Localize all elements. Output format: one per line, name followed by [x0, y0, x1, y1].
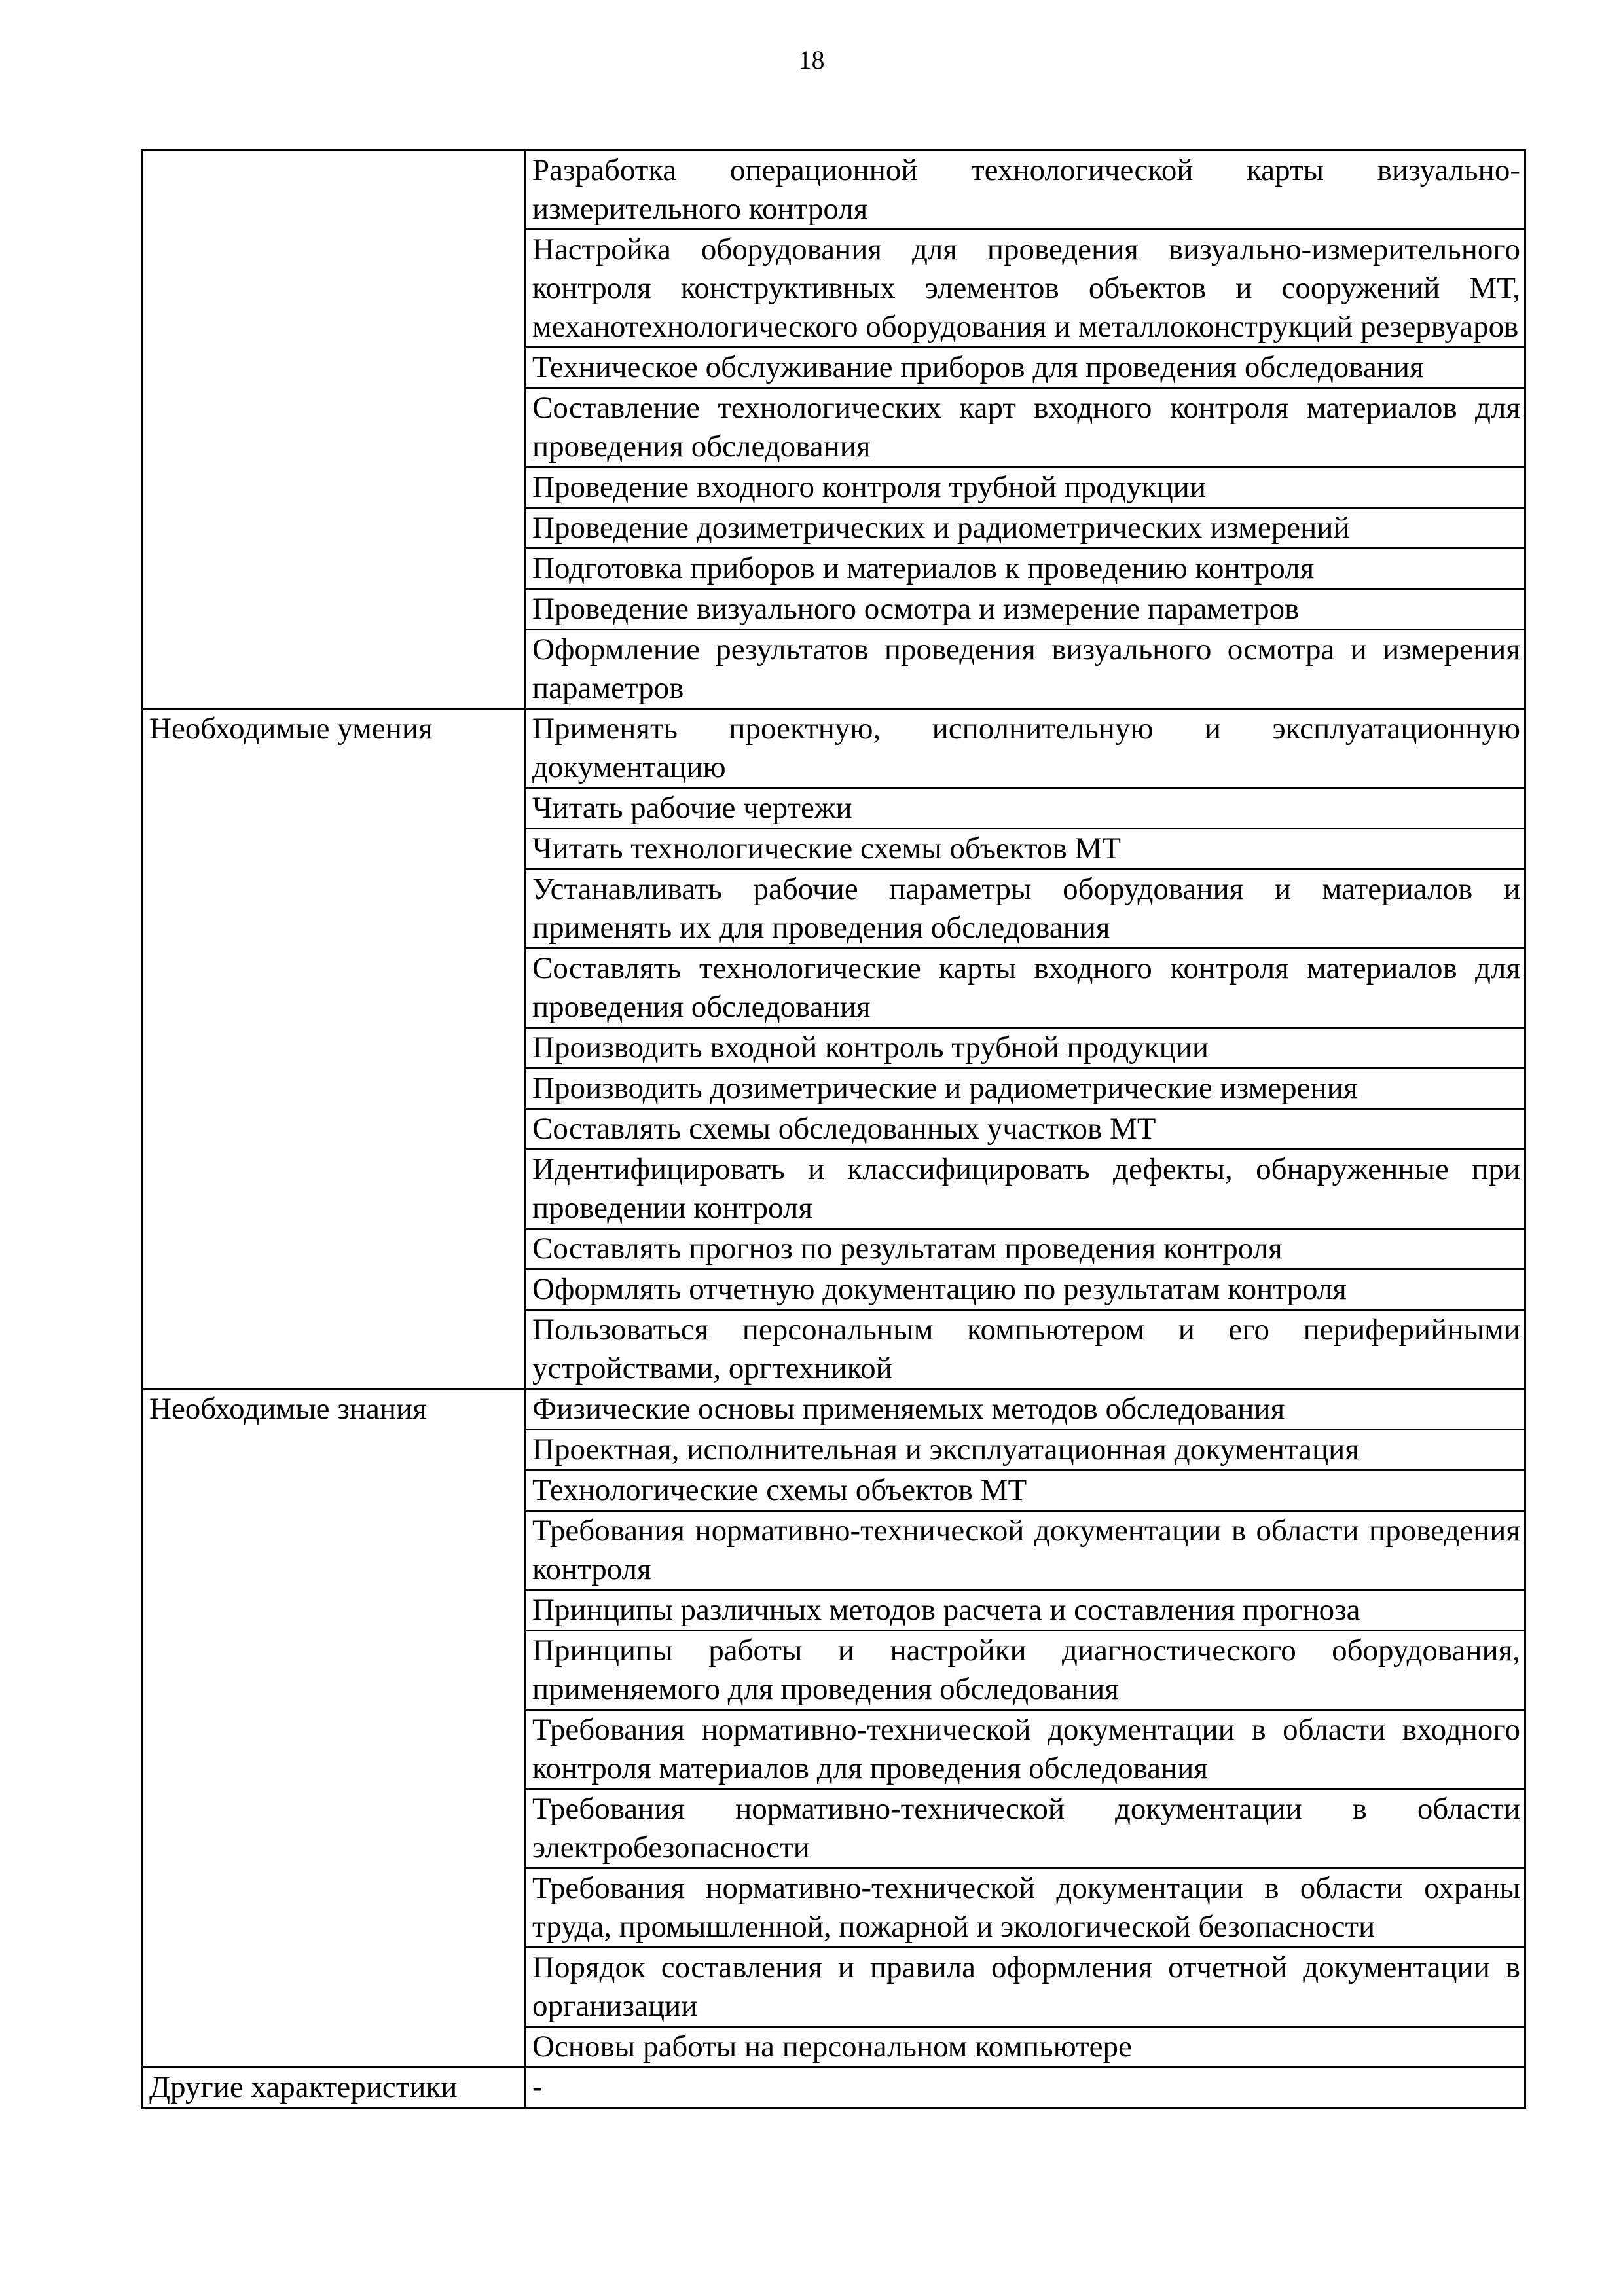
requirement-item: Пользоваться персональным компьютером и его периферийными устройствами, оргтехникой: [525, 1310, 1525, 1389]
requirement-item: Идентифицировать и классифицировать дефекты, обнаруженные при проведении контроля: [525, 1150, 1525, 1229]
requirement-item: Составлять технологические карты входного контроля материалов для проведения обследования: [525, 949, 1525, 1028]
requirement-item: Принципы различных методов расчета и составления прогноза: [525, 1590, 1525, 1631]
requirement-item: Производить входной контроль трубной продукции: [525, 1028, 1525, 1068]
requirement-item: Оформление результатов проведения визуального осмотра и измерения параметров: [525, 630, 1525, 709]
requirement-item: -: [525, 2068, 1525, 2108]
section-label-section-1: Необходимые умения: [142, 709, 525, 1389]
table-row: [142, 709, 1525, 788]
table-row: [142, 2068, 1525, 2108]
requirement-item: Составлять схемы обследованных участков МТ: [525, 1109, 1525, 1150]
requirement-item: Порядок составления и правила оформления отчетной документации в организации: [525, 1948, 1525, 2027]
requirement-item: Применять проектную, исполнительную и эксплуатационную документацию: [525, 709, 1525, 788]
requirement-item: Подготовка приборов и материалов к проведению контроля: [525, 549, 1525, 589]
requirement-item: Оформлять отчетную документацию по результатам контроля: [525, 1269, 1525, 1310]
requirement-item: Требования нормативно-технической документации в области проведения контроля: [525, 1511, 1525, 1590]
requirement-item: Требования нормативно-технической документации в области электробезопасности: [525, 1789, 1525, 1868]
requirement-item: Составление технологических карт входного контроля материалов для проведения обследования: [525, 388, 1525, 467]
requirement-item: Разработка операционной технологической карты визуально-измерительного контроля: [525, 151, 1525, 230]
requirement-item: Настройка оборудования для проведения визуально-измерительного контроля конструктивных элементов объектов и сооружений МТ, механотехнологического оборудования и металлоконструкций резервуаров: [525, 230, 1525, 348]
section-label-section-2: Необходимые знания: [142, 1389, 525, 2068]
requirement-item: Требования нормативно-технической документации в области входного контроля материалов для проведения обследования: [525, 1710, 1525, 1789]
requirement-item: Требования нормативно-технической документации в области охраны труда, промышленной, пожарной и экологической безопасности: [525, 1868, 1525, 1948]
requirements-table-body: [142, 151, 1525, 2108]
requirement-item: Производить дозиметрические и радиометрические измерения: [525, 1068, 1525, 1109]
requirement-item: Читать рабочие чертежи: [525, 788, 1525, 829]
table-row: [142, 1389, 1525, 1430]
requirements-table: [141, 149, 1526, 2109]
requirement-item: Физические основы применяемых методов обследования: [525, 1389, 1525, 1430]
requirement-item: Проведение визуального осмотра и измерение параметров: [525, 589, 1525, 630]
requirement-item: Проведение входного контроля трубной продукции: [525, 467, 1525, 508]
requirement-item: Составлять прогноз по результатам проведения контроля: [525, 1229, 1525, 1269]
requirement-item: Устанавливать рабочие параметры оборудования и материалов и применять их для проведения обследования: [525, 869, 1525, 949]
table-row: [142, 151, 1525, 230]
requirement-item: Технологические схемы объектов МТ: [525, 1470, 1525, 1511]
requirement-item: Принципы работы и настройки диагностического оборудования, применяемого для проведения обследования: [525, 1631, 1525, 1710]
requirement-item: Техническое обслуживание приборов для проведения обследования: [525, 348, 1525, 388]
requirement-item: Читать технологические схемы объектов МТ: [525, 829, 1525, 869]
section-label-section-3: Другие характеристики: [142, 2068, 525, 2108]
requirement-item: Проектная, исполнительная и эксплуатационная документация: [525, 1430, 1525, 1470]
requirement-item: Основы работы на персональном компьютере: [525, 2027, 1525, 2068]
requirement-item: Проведение дозиметрических и радиометрических измерений: [525, 508, 1525, 549]
page-number: 18: [798, 45, 825, 75]
section-label-continued: [142, 151, 525, 709]
